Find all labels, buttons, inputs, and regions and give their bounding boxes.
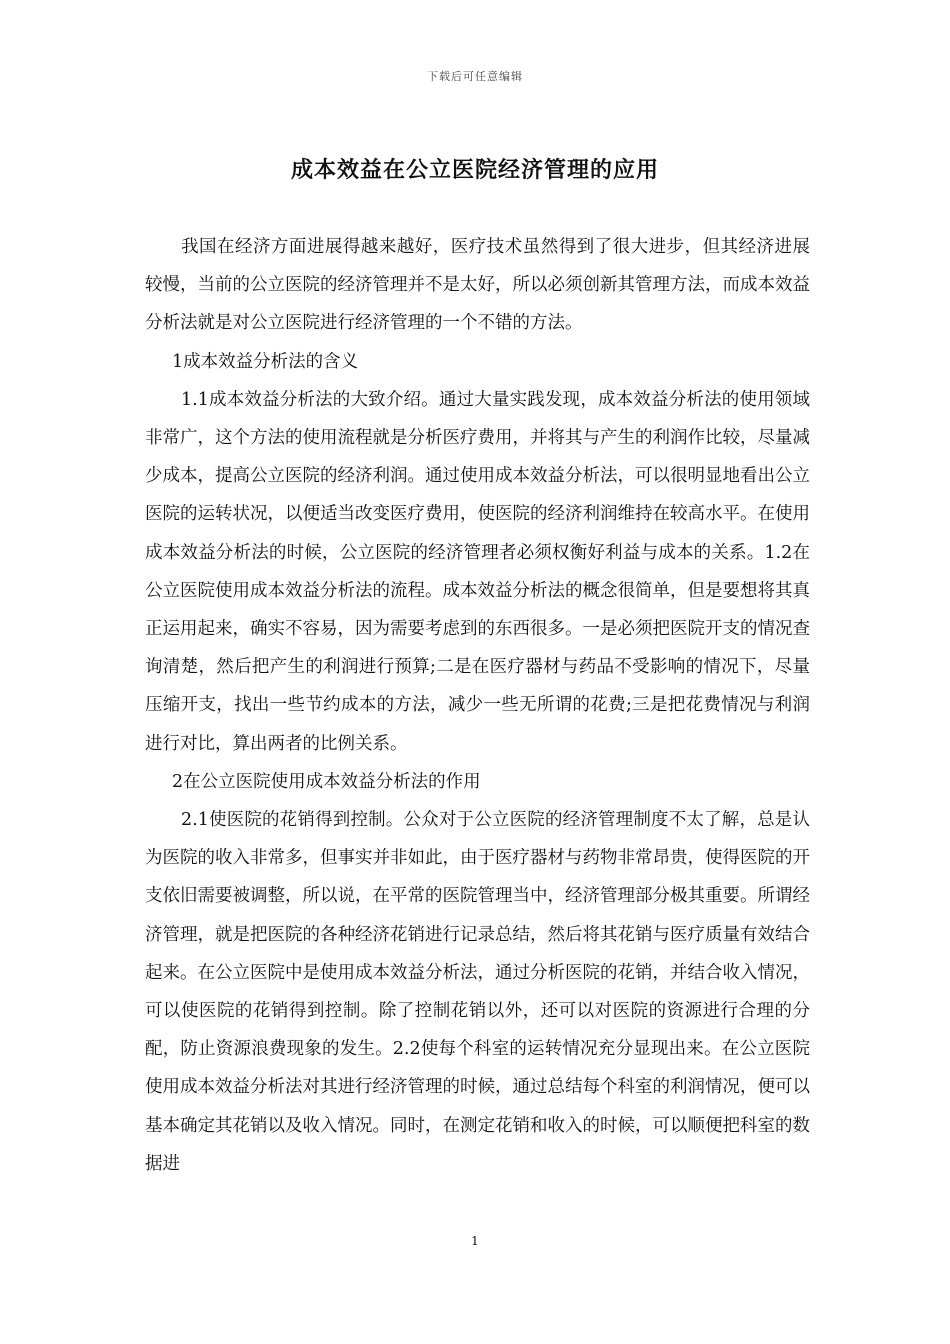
page-number: 1 [471,1234,479,1248]
page-header-note: 下载后可任意编辑 [427,70,523,83]
document-title: 成本效益在公立医院经济管理的应用 [290,157,659,183]
section-1-paragraph: 1.1成本效益分析法的大致介绍。通过大量实践发现，成本效益分析法的使用领域非常广，这个方法的使用流程就是分析医疗费用，并将其与产生的利润作比较，尽量减少成本，提高公立医院的经济利润。通过使用成本效益分析法，可以很明显地看出公立医院的运转状况，以便适当改变医疗费用，使医院的经济利润维持在较高水平。在使用成本效益分析法的时候，公立医院的经济管理者必须权衡好利益与成本的关系。1.2在公立医院使用成本效益分析法的流程。成本效益分析法的概念很简单，但是要想将其真正运用起来，确实不容易，因为需要考虑到的东西很多。一是必须把医院开支的情况查询清楚，然后把产生的利润进行预算;二是在医疗器材与药品不受影响的情况下，尽量压缩开支，找出一些节约成本的方法，减少一些无所谓的花费;三是把花费情况与利润进行对比，算出两者的比例关系。 [145,389,810,754]
document-body [145,228,810,1183]
section-2-paragraph: 2.1使医院的花销得到控制。公众对于公立医院的经济管理制度不太了解，总是认为医院的收入非常多，但事实并非如此，由于医疗器材与药物非常昂贵，使得医院的开支依旧需要被调整，所以说，在平常的医院管理当中，经济管理部分极其重要。所谓经济管理，就是把医院的各种经济花销进行记录总结，然后将其花销与医疗质量有效结合起来。在公立医院中是使用成本效益分析法，通过分析医院的花销，并结合收入情况，可以使医院的花销得到控制。除了控制花销以外，还可以对医院的资源进行合理的分配，防止资源浪费现象的发生。2.2使每个科室的运转情况充分显现出来。在公立医院使用成本效益分析法对其进行经济管理的时候，通过总结每个科室的利润情况，便可以基本确定其花销以及收入情况。同时，在测定花销和收入的时候，可以顺便把科室的数据进 [145,810,810,1174]
section-heading-2: 2在公立医院使用成本效益分析法的作用 [172,771,481,792]
intro-paragraph: 我国在经济方面进展得越来越好，医疗技术虽然得到了很大进步，但其经济进展较慢，当前的公立医院的经济管理并不是太好，所以必须创新其管理方法，而成本效益分析法就是对公立医院进行经济管理的一个不错的方法。 [145,237,810,334]
section-heading-1: 1成本效益分析法的含义 [172,351,359,372]
